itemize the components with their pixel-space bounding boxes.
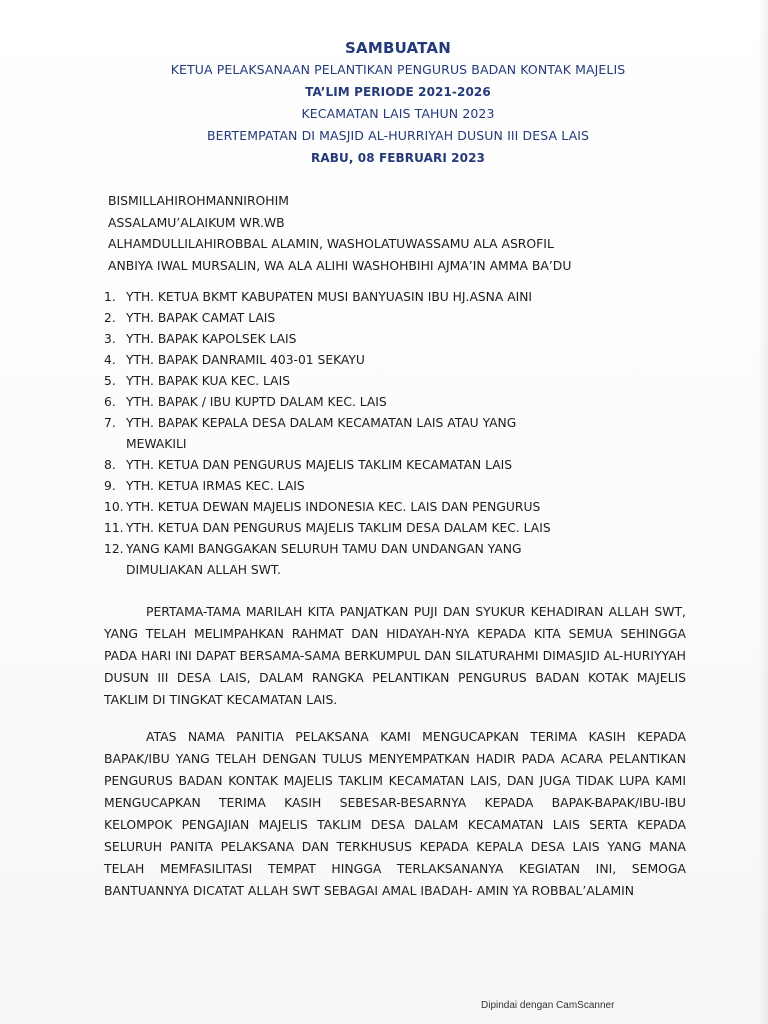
- paragraph-gratitude-opening: PERTAMA-TAMA MARILAH KITA PANJATKAN PUJI DAN SYUKUR KEHADIRAN ALLAH SWT, YANG TELAH MELIMPAHKAN RAHMAT DAN HIDAYAH-NYA KEPADA KITA SEMUA SEHINGGA PADA HARI INI DAPAT BERSAMA-SAMA BERKUMPUL DAN SILATURAHMI DIMASJID AL-HURIYYAH DUSUN III DESA LAIS, DALAM RANGKA PELANTIKAN PENGURUS BADAN KOTAK MAJELIS TAKLIM DI TINGKAT KECAMATAN LAIS.: [104, 604, 686, 707]
- list-number: 3.: [104, 332, 116, 346]
- header-line-event: KETUA PELAKSANAAN PELANTIKAN PENGURUS BADAN KONTAK MAJELIS: [170, 62, 626, 77]
- list-text: YTH. KETUA IRMAS KEC. LAIS: [126, 479, 305, 493]
- list-number: 9.: [104, 479, 116, 493]
- header-line-date: RABU, 08 FEBRUARI 2023: [311, 151, 485, 165]
- list-item: [104, 455, 704, 476]
- document-title: SAMBUATAN: [345, 39, 451, 57]
- list-number: 6.: [104, 395, 116, 409]
- greeting-line: ANBIYA IWAL MURSALIN, WA ALA ALIHI WASHOHBIHI AJMA’IN AMMA BA’DU: [108, 257, 572, 273]
- list-item: [104, 476, 704, 497]
- list-number: 5.: [104, 374, 116, 388]
- list-item: [104, 392, 704, 413]
- list-text: YTH. BAPAK / IBU KUPTD DALAM KEC. LAIS: [126, 395, 387, 409]
- list-number: 7.: [104, 416, 116, 430]
- list-text: YTH. BAPAK KUA KEC. LAIS: [126, 374, 291, 388]
- list-number: 12.: [104, 542, 124, 556]
- header-line-district: KECAMATAN LAIS TAHUN 2023: [301, 106, 495, 121]
- list-item: [104, 350, 704, 371]
- list-text: YTH. BAPAK KAPOLSEK LAIS: [126, 332, 297, 346]
- list-text: YTH. KETUA DAN PENGURUS MAJELIS TAKLIM KECAMATAN LAIS: [126, 458, 513, 472]
- list-item: [104, 413, 704, 455]
- list-text: YANG KAMI BANGGAKAN SELURUH TAMU DAN UNDANGAN YANG DIMULIAKAN ALLAH SWT.: [126, 542, 522, 577]
- list-number: 4.: [104, 353, 116, 367]
- list-text: YTH. BAPAK DANRAMIL 403-01 SEKAYU: [126, 353, 365, 367]
- list-text: YTH. BAPAK KEPALA DESA DALAM KECAMATAN LAIS ATAU YANG MEWAKILI: [126, 416, 517, 451]
- list-item: [104, 539, 704, 581]
- list-item: [104, 329, 704, 350]
- list-text: YTH. BAPAK CAMAT LAIS: [126, 311, 276, 325]
- greeting-line: BISMILLAHIROHMANNIROHIM: [108, 193, 289, 208]
- header-line-period: TA’LIM PERIODE 2021-2026: [305, 85, 491, 99]
- list-number: 8.: [104, 458, 116, 472]
- list-text: YTH. KETUA DEWAN MAJELIS INDONESIA KEC. LAIS DAN PENGURUS: [126, 500, 541, 514]
- list-number: 11.: [104, 521, 124, 535]
- list-number: 2.: [104, 311, 116, 325]
- header-line-venue: BERTEMPATAN DI MASJID AL-HURRIYAH DUSUN III DESA LAIS: [206, 128, 590, 143]
- greeting-line: ASSALAMU’ALAIKUM WR.WB: [108, 214, 285, 230]
- greeting-line: ALHAMDULLILAHIROBBAL ALAMIN, WASHOLATUWASSAMU ALA ASROFIL: [108, 236, 554, 251]
- list-text: YTH. KETUA DAN PENGURUS MAJELIS TAKLIM DESA DALAM KEC. LAIS: [126, 521, 551, 535]
- list-number: 1.: [104, 290, 116, 304]
- list-text: YTH. KETUA BKMT KABUPATEN MUSI BANYUASIN IBU HJ.ASNA AINI: [126, 290, 533, 304]
- list-item: [104, 308, 704, 329]
- list-item: [104, 371, 704, 392]
- addressee-list: [104, 287, 704, 581]
- camscanner-watermark: Dipindai dengan CamScanner: [481, 1000, 615, 1011]
- document-header: [0, 38, 768, 169]
- list-item: [104, 287, 704, 308]
- paragraph-thanks: ATAS NAMA PANITIA PELAKSANA KAMI MENGUCAPKAN TERIMA KASIH KEPADA BAPAK/IBU YANG TELAH DENGAN TULUS MENYEMPATKAN HADIR PADA ACARA PELANTIKAN PENGURUS BADAN KONTAK MAJELIS TAKLIM KECAMATAN LAIS, DAN JUGA TIDAK LUPA KAMI MENGUCAPKAN TERIMA KASIH SEBESAR-BESARNYA KEPADA BAPAK-BAPAK/IBU-IBU KELOMPOK PENGAJIAN MAJELIS TAKLIM DESA DALAM KECAMATAN LAIS SERTA KEPADA SELURUH PANITA PELAKSANA DAN TERKHUSUS KEPADA KEPALA DESA LAIS YANG MANA TELAH MEMFASILITASI TEMPAT HINGGA TERLAKSANANYA KEGIATAN INI, SEMOGA BANTUANNYA DICATAT ALLAH SWT SEBAGAI AMAL IBADAH- AMIN YA ROBBAL’ALAMIN: [104, 729, 686, 898]
- list-number: 10.: [104, 500, 124, 514]
- list-item: [104, 497, 704, 518]
- opening-greeting: [108, 190, 708, 276]
- list-item: [104, 518, 704, 539]
